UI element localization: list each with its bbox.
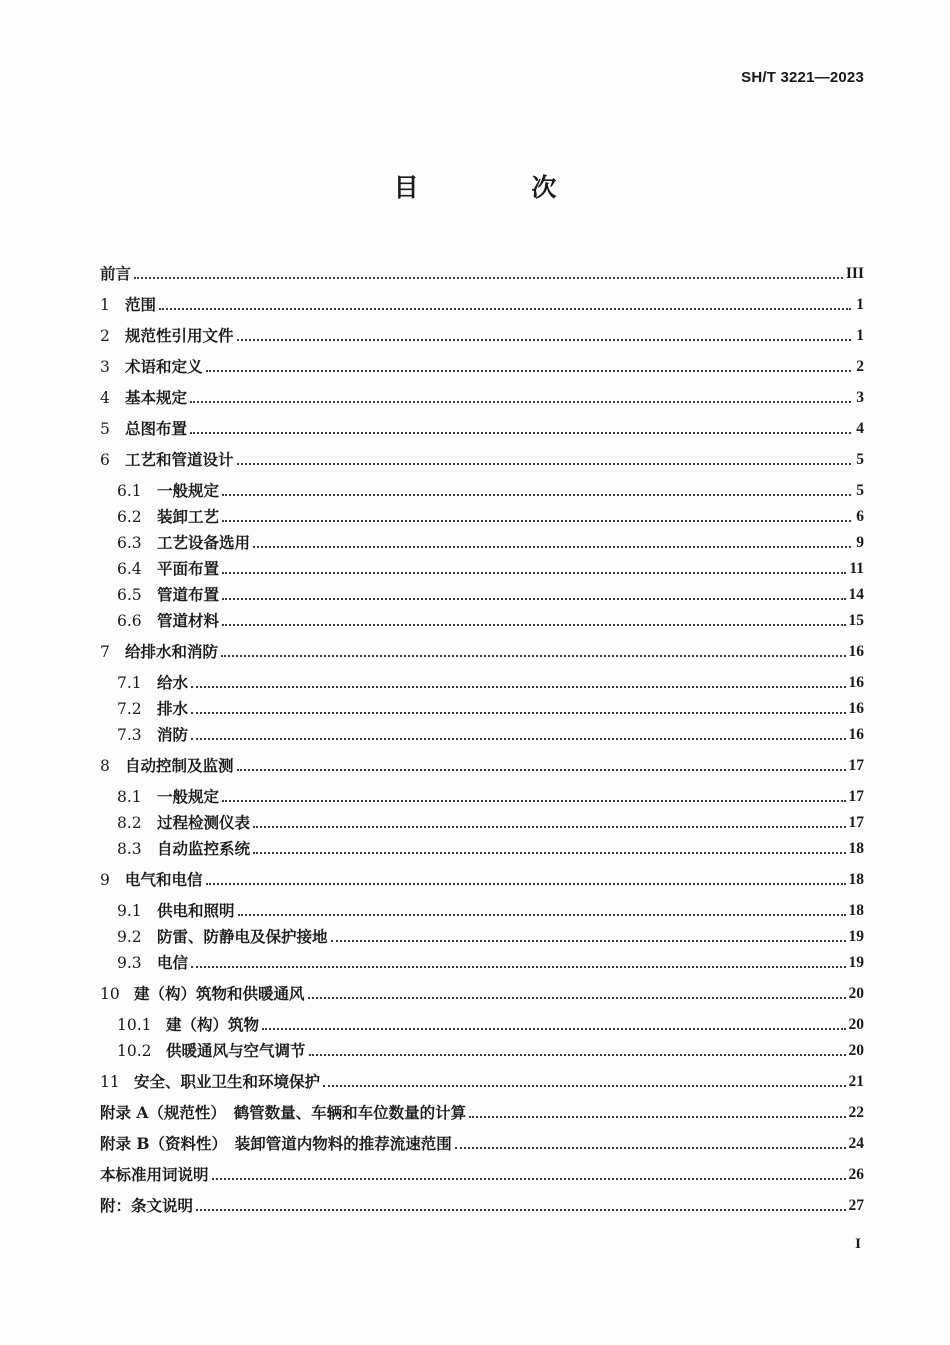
toc-entry-page: 26 [848,1166,864,1183]
toc-entry-number: 9.1 [117,902,142,920]
toc-entry-label: 一般规定 [157,787,220,806]
toc-entry-number: 6.4 [117,560,142,578]
toc-entry-number: 10 [100,985,120,1003]
toc-entry-number: 7.1 [117,674,142,692]
toc-entry-label: 术语和定义 [125,357,203,376]
toc-entry[interactable] [117,557,864,579]
toc-entry[interactable] [100,417,864,439]
toc-entry-page: 18 [848,902,864,919]
dot-leader [309,1054,846,1056]
dot-leader [253,546,851,548]
dot-leader [222,494,851,496]
toc-entry-number: 6.3 [117,534,142,552]
toc-entry-page: 15 [848,612,864,629]
toc-entry[interactable] [117,505,864,527]
toc-entry[interactable] [100,640,864,662]
toc-entry-page: 22 [848,1104,864,1121]
toc-entry[interactable] [100,1163,864,1185]
toc-entry-page: 19 [848,954,864,971]
toc-entry-label: 建（构）筑物 [166,1015,260,1034]
toc-entry-page: 19 [848,928,864,945]
dot-leader [206,883,846,885]
toc-entry-number: 6.5 [117,586,142,604]
toc-entry-number: 1 [100,296,110,314]
toc-entry-label: 电信 [157,953,189,972]
toc-entry[interactable] [100,262,864,284]
toc-entry-number: 7.2 [117,700,142,718]
toc-entry-number: 5 [100,420,110,438]
toc-entry[interactable] [117,531,864,553]
toc-entry-page: 21 [848,1073,864,1090]
toc-entry-label: 范围 [125,295,157,314]
toc-entry-page: 17 [848,757,864,774]
toc-entry-number: 7 [100,643,110,661]
toc-entry-page: 5 [856,451,864,468]
toc-entry-number: 9.2 [117,928,142,946]
toc-entry-page: 18 [848,871,864,888]
toc-entry-number: 9 [100,871,110,889]
toc-entry[interactable] [100,355,864,377]
toc-entry-page: 4 [856,420,864,437]
toc-entry-number: 8.2 [117,814,142,832]
toc-entry[interactable] [117,951,864,973]
toc-entry-label: 排水 [157,699,189,718]
dot-leader [206,370,851,372]
toc-entry[interactable] [100,386,864,408]
dot-leader [331,940,846,942]
toc-entry-page: 5 [856,482,864,499]
toc-entry-label: 电气和电信 [125,870,203,889]
dot-leader [191,966,845,968]
dot-leader [323,1085,845,1087]
dot-leader [222,598,845,600]
toc-entry-number: 6.2 [117,508,142,526]
toc-entry[interactable] [100,868,864,890]
toc-entry-label: 自动监控系统 [157,839,251,858]
toc-entry-number: 9.3 [117,954,142,972]
toc-entry-label: 管道布置 [157,585,220,604]
toc-entry-label: 管道材料 [157,611,220,630]
toc-entry-page: 20 [848,1016,864,1033]
toc-entry-number: 6.6 [117,612,142,630]
dot-leader [222,572,846,574]
dot-leader [191,738,845,740]
toc-entry-label: 一般规定 [157,481,220,500]
toc-entry-number: 8.3 [117,840,142,858]
toc-entry-page: 16 [848,700,864,717]
toc-entry-page: 18 [848,840,864,857]
toc-entry-label: 平面布置 [157,559,220,578]
toc-entry-number: 10.2 [117,1042,152,1060]
toc-entry-page: 14 [848,586,864,603]
dot-leader [237,769,846,771]
toc-entry-label: 前言 [100,264,132,283]
toc-entry-label: 附录 A（规范性） 鹤管数量、车辆和车位数量的计算 [100,1103,467,1122]
toc-entry-label: 自动控制及监测 [125,756,234,775]
dot-leader [134,277,843,279]
toc-entry-page: 1 [856,327,864,344]
toc-entry[interactable] [117,609,864,631]
toc-entry-label: 安全、职业卫生和环境保护 [134,1072,321,1091]
toc-entry-label: 建（构）筑物和供暖通风 [134,984,305,1003]
dot-leader [253,826,845,828]
dot-leader [190,401,851,403]
toc-entry-number: 8.1 [117,788,142,806]
toc-entry-label: 总图布置 [125,419,188,438]
dot-leader [238,914,846,916]
toc-entry[interactable] [117,925,864,947]
standard-code: SH/T 3221—2023 [741,69,864,86]
toc-entry-label: 供电和照明 [157,901,235,920]
toc-entry-label: 消防 [157,725,189,744]
toc-entry-number: 6 [100,451,110,469]
dot-leader [221,655,845,657]
toc-entry-label: 供暖通风与空气调节 [166,1041,306,1060]
toc-entry-label: 本标准用词说明 [100,1165,209,1184]
toc-entry-number: 2 [100,327,110,345]
dot-leader [237,339,851,341]
toc-entry[interactable] [117,785,864,807]
dot-leader [455,1147,846,1149]
dot-leader [159,308,851,310]
dot-leader [237,463,851,465]
toc-entry-page: 20 [848,1042,864,1059]
toc-entry[interactable] [100,1070,864,1092]
toc-entry[interactable] [100,324,864,346]
toc-entry-number: 4 [100,389,110,407]
toc-entry-label: 附录 B（资料性） 装卸管道内物料的推荐流速范围 [100,1134,452,1153]
toc-entry-label: 给水 [157,673,189,692]
toc-entry-label: 规范性引用文件 [125,326,234,345]
toc-entry-page: 16 [848,726,864,743]
toc-entry-label: 防雷、防静电及保护接地 [157,927,328,946]
dot-leader [308,997,846,999]
toc-entry-label: 装卸工艺 [157,507,220,526]
toc-entry-page: 17 [848,788,864,805]
toc-entry[interactable] [100,754,864,776]
toc-entry[interactable] [100,1101,864,1123]
dot-leader [190,432,851,434]
toc-entry[interactable] [100,293,864,315]
toc-entry-label: 附：条文说明 [100,1196,194,1215]
toc-entry-number: 11 [100,1073,120,1091]
toc-entry-label: 基本规定 [125,388,188,407]
toc-entry[interactable] [117,811,864,833]
toc-entry-page: 1 [856,296,864,313]
toc-entry-page: 24 [848,1135,864,1152]
dot-leader [196,1209,845,1211]
toc-entry[interactable] [117,1039,864,1061]
toc-entry[interactable] [100,982,864,1004]
toc-entry[interactable] [117,671,864,693]
toc-entry[interactable] [117,723,864,745]
toc-entry-page: III [845,265,864,282]
toc-entry[interactable] [117,1013,864,1035]
toc-entry-label: 工艺设备选用 [157,533,251,552]
toc-entry[interactable] [100,1194,864,1216]
toc-entry-label: 给排水和消防 [125,642,219,661]
toc-entry[interactable] [117,899,864,921]
toc-entry[interactable] [100,448,864,470]
toc-entry-page: 3 [856,389,864,406]
toc-entry-page: 20 [848,985,864,1002]
toc-entry-label: 过程检测仪表 [157,813,251,832]
dot-leader [262,1028,845,1030]
toc-entry[interactable] [100,1132,864,1154]
toc-entry[interactable] [117,697,864,719]
dot-leader [191,712,845,714]
toc-entry-page: 16 [848,643,864,660]
toc-entry-number: 6.1 [117,482,142,500]
toc-entry[interactable] [117,837,864,859]
toc-entry-page: 27 [848,1197,864,1214]
toc-entry[interactable] [117,479,864,501]
toc-entry-number: 3 [100,358,110,376]
page-title: 目 次 [393,173,609,202]
dot-leader [222,520,851,522]
toc-entry-page: 11 [849,560,864,577]
toc-entry[interactable] [117,583,864,605]
toc-entry-number: 8 [100,757,110,775]
dot-leader [222,800,845,802]
dot-leader [222,624,845,626]
dot-leader [191,686,845,688]
dot-leader [469,1116,845,1118]
toc-entry-page: 2 [856,358,864,375]
page-number: I [855,1236,861,1252]
toc-entry-page: 16 [848,674,864,691]
toc-entry-number: 10.1 [117,1016,152,1034]
dot-leader [253,852,845,854]
toc-entry-page: 17 [848,814,864,831]
toc-entry-page: 6 [856,508,864,525]
toc-entry-number: 7.3 [117,726,142,744]
dot-leader [212,1178,846,1180]
toc-entry-page: 9 [856,534,864,551]
toc-entry-label: 工艺和管道设计 [125,450,234,469]
